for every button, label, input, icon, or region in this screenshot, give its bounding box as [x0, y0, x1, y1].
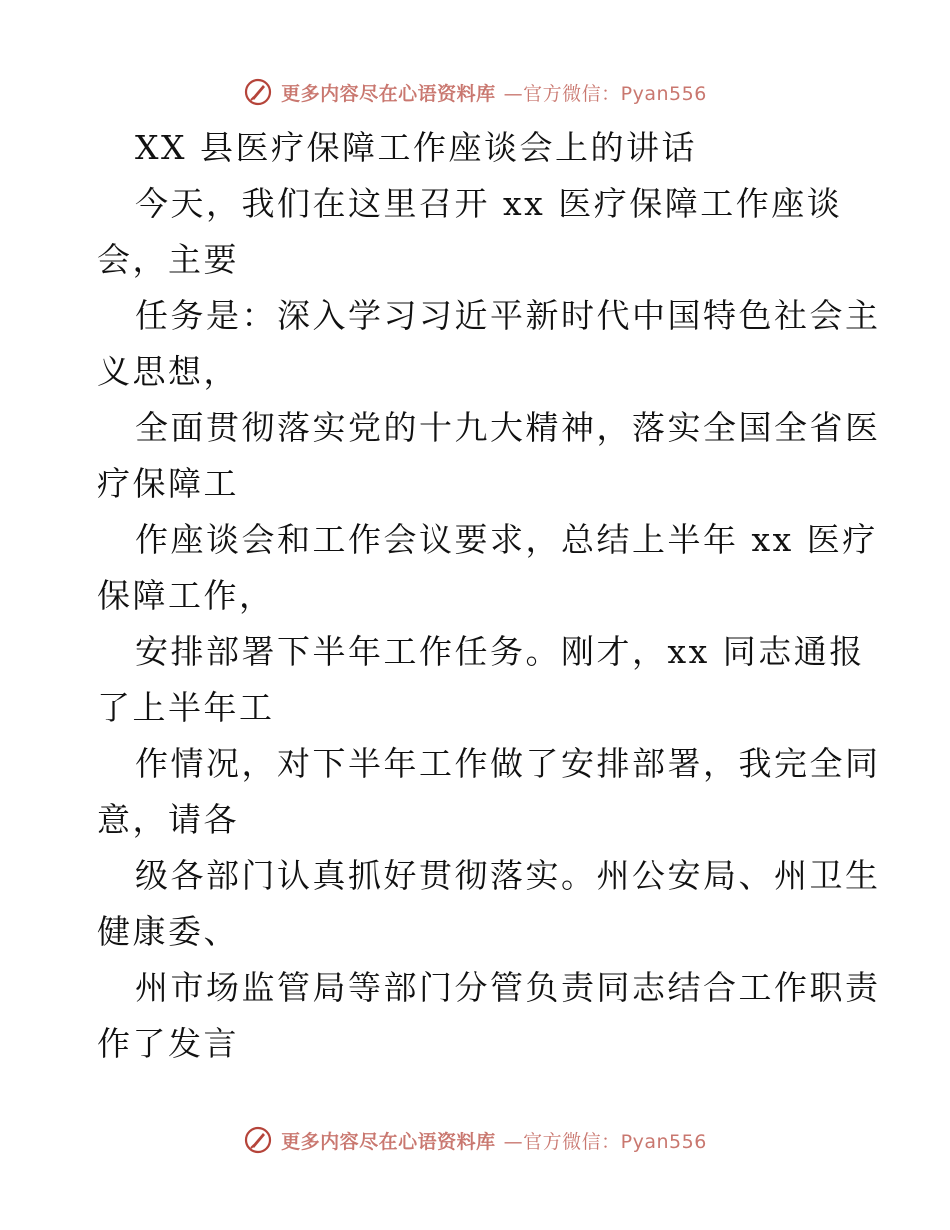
paragraph-line: 州市场监管局等部门分管负责同志结合工作职责: [135, 968, 881, 1007]
watermark-contact-text: —官方微信：Pyan556: [503, 82, 707, 105]
paragraph-line: 任务是：深入学习习近平新时代中国特色社会主: [135, 296, 881, 335]
paragraph-line: 会，主要: [97, 240, 239, 279]
paragraph-line: 作座谈会和工作会议要求，总结上半年 xx 医疗: [135, 520, 878, 559]
watermark-brand-text: 更多内容尽在心语资料库: [281, 82, 496, 105]
feather-pen-logo-icon: [243, 77, 273, 107]
footer-watermark: [0, 1120, 950, 1160]
paragraph-line: 今天，我们在这里召开 xx 医疗保障工作座谈: [135, 184, 843, 223]
paragraph-line: 级各部门认真抓好贯彻落实。州公安局、州卫生: [135, 856, 881, 895]
paragraph-line: 作了发言: [97, 1024, 239, 1063]
paragraph-line: 保障工作，: [97, 576, 275, 615]
watermark-contact-text: —官方微信：Pyan556: [503, 1130, 707, 1153]
paragraph-line: 健康委、: [97, 912, 239, 951]
paragraph-line: 作情况，对下半年工作做了安排部署，我完全同: [135, 744, 881, 783]
document-title: XX 县医疗保障工作座谈会上的讲话: [135, 128, 697, 167]
document-body: [97, 120, 881, 1072]
feather-pen-logo-icon: [243, 1125, 273, 1155]
header-watermark: [0, 72, 950, 112]
paragraph-line: 意，请各: [97, 800, 239, 839]
paragraph-line: 义思想，: [97, 352, 239, 391]
watermark-brand-text: 更多内容尽在心语资料库: [281, 1130, 496, 1153]
paragraph-line: 疗保障工: [97, 464, 239, 503]
paragraph-line: 安排部署下半年工作任务。刚才，xx 同志通报: [135, 632, 865, 671]
paragraph-line: 了上半年工: [97, 688, 275, 727]
paragraph-line: 全面贯彻落实党的十九大精神，落实全国全省医: [135, 408, 881, 447]
